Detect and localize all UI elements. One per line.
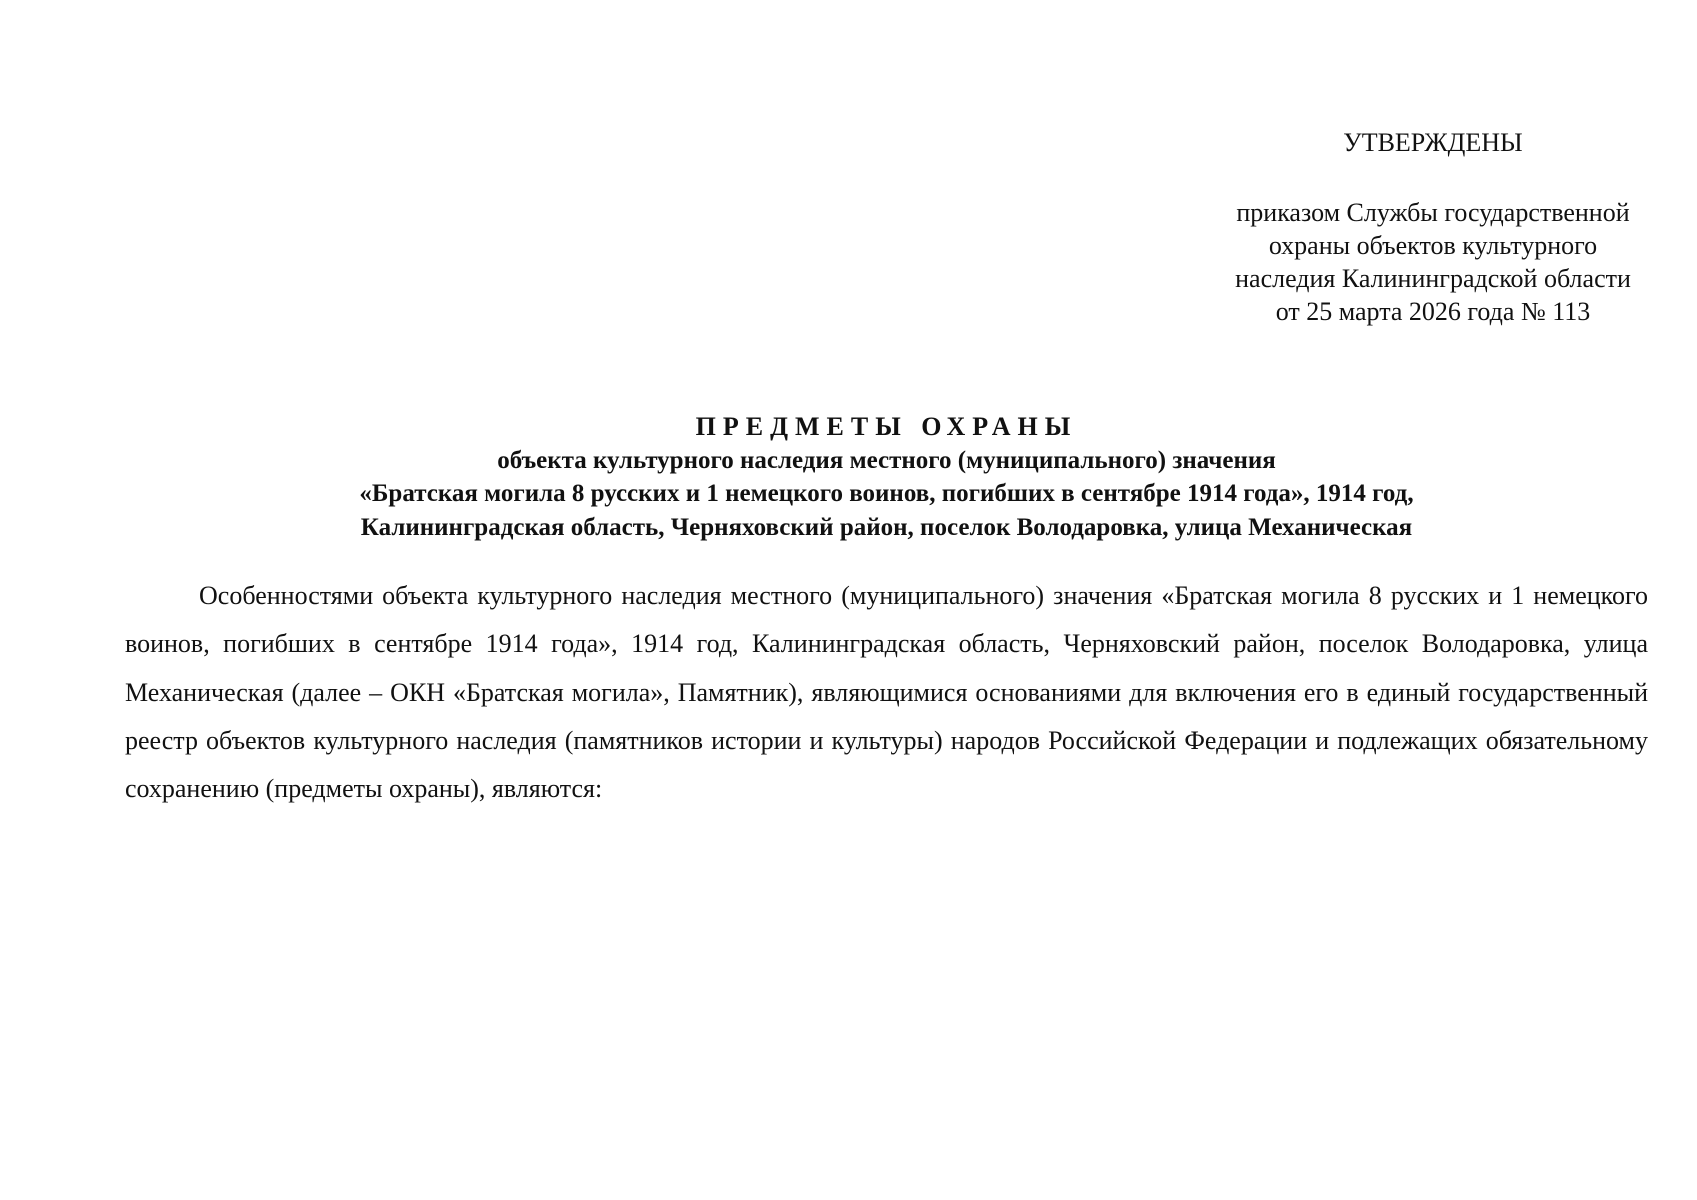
body-paragraph: Особенностями объекта культурного наследия местного (муниципального) значения «Братская могила 8 русских и 1 немецкого воинов, погибших в сентябре 1914 года», 1914 год, Калининградская область, Черняховский район, поселок Володаровка, улица Механическая (далее – ОКН «Братская могила», Памятник), являющимися основаниями для включения его в единый государственный реестр объектов культурного наследия (памятников истории и культуры) народов Российской Федерации и подлежащих обязательному сохранению (предметы охраны), являются:: [125, 581, 1648, 804]
heading-line: объекта культурного наследия местного (муниципального) значения: [497, 446, 1276, 474]
document-heading: [125, 410, 1648, 544]
heading-line: «Братская могила 8 русских и 1 немецкого воинов, погибших в сентябре 1914 года», 1914 год,: [359, 480, 1414, 507]
approval-line: охраны объектов культурного: [1268, 231, 1598, 260]
approval-line: наследия Калининградской области: [1235, 264, 1631, 293]
document-title: ПРЕДМЕТЫ ОХРАНЫ: [695, 412, 1078, 441]
heading-line: Калининградская область, Черняховский район, поселок Володаровка, улица Механическая: [360, 513, 1413, 541]
approval-order-reference: [1200, 196, 1666, 328]
approval-line: от 25 марта 2026 года № 113: [1275, 297, 1591, 326]
approval-title: УТВЕРЖДЕНЫ: [1343, 128, 1523, 157]
approval-line: приказом Службы государственной: [1236, 198, 1630, 227]
